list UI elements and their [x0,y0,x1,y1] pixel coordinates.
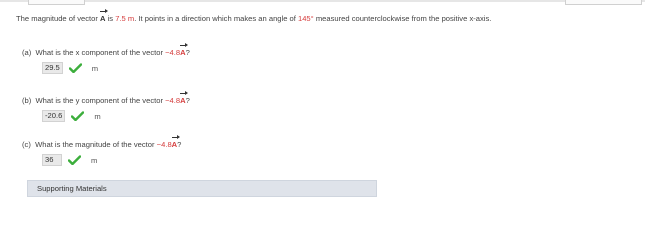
top-tab-left [28,0,85,5]
unit-b: m [94,111,101,121]
qmark-c: ? [177,140,182,149]
qmark-a: ? [185,48,190,57]
magnitude-value: 7.5 m [115,14,135,23]
statement-text-3: measured counterclockwise from the positive x-axis. [313,14,492,23]
question-text-a: What is the x component of the vector [35,48,166,57]
vector-a-c: A [171,140,178,149]
problem-statement [16,14,641,24]
question-a [22,48,190,58]
part-label-a: (a) [22,48,32,57]
vector-a-b: A [180,96,186,105]
statement-text-1: The magnitude of vector [16,14,100,23]
part-label-c: (c) [22,140,31,149]
question-text-b: What is the y component of the vector [35,96,166,105]
statement-text-2: . It points in a direction which makes an angle of [134,14,298,23]
vector-a-a: A [180,48,186,57]
answer-field-b[interactable]: -20.6 [42,110,65,122]
top-tab-right [565,0,642,5]
supporting-materials-button[interactable] [27,180,377,197]
part-label-b: (b) [22,96,32,105]
answer-row-c [42,154,97,166]
checkmark-icon [68,155,81,165]
angle-value: 145° [297,14,314,23]
scalar-c: −4.8 [156,140,172,149]
question-text-c: What is the magnitude of the vector [35,140,157,149]
scalar-b: −4.8 [165,96,181,105]
checkmark-icon [69,63,82,73]
checkmark-icon [71,111,84,121]
scalar-a: −4.8 [165,48,181,57]
supporting-materials-label: Supporting Materials [37,184,107,193]
answer-row-a [42,62,98,74]
unit-a: m [91,63,99,73]
qmark-b: ? [185,96,190,105]
answer-field-c[interactable]: 36 [42,154,62,166]
question-c [22,140,181,150]
answer-row-b [42,110,101,122]
unit-c: m [91,155,98,165]
question-b [22,96,190,106]
statement-text-is: is [105,14,116,23]
answer-field-a[interactable]: 29.5 [42,62,63,74]
top-border [0,0,645,2]
vector-a-symbol: A [100,14,106,23]
